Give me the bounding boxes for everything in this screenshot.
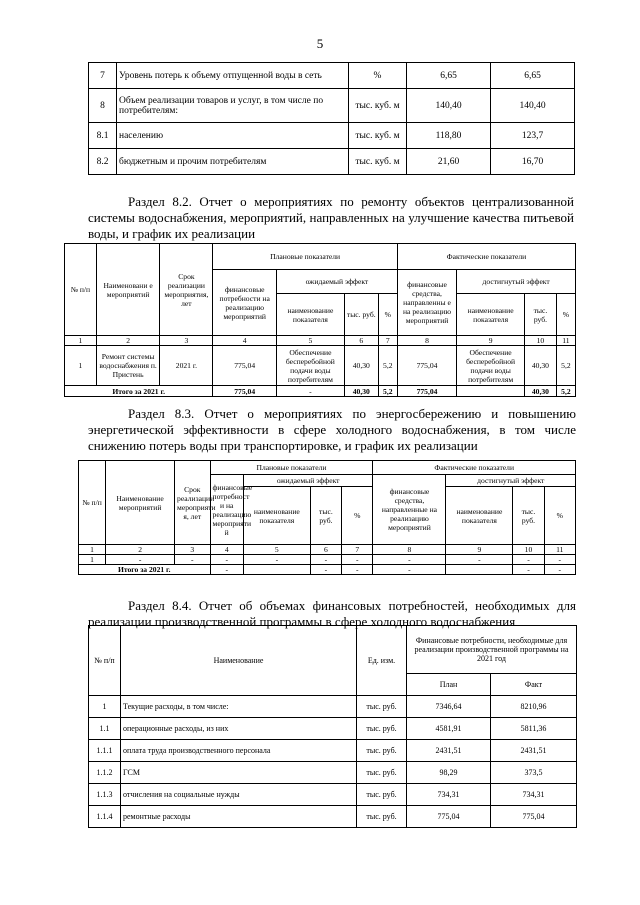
table-row: 7 Уровень потерь к объему отпущенной воды в сеть % 6,65 6,65 bbox=[89, 63, 575, 89]
section-8-2-heading: Раздел 8.2. Отчет о мероприятиях по ремонту объектов централизованной системы водоснабжения, мероприятий, направленных на улучшение качества питьевой воды, и график их реализации bbox=[88, 194, 574, 241]
column-numbers-row: 1 2 3 4 5 6 7 8 9 10 11 bbox=[79, 545, 576, 555]
page-number: 5 bbox=[316, 36, 324, 51]
table-indicators bbox=[88, 62, 575, 175]
table-row: 1.1 операционные расходы, из них тыс. руб. 4581,91 5811,36 bbox=[89, 718, 577, 740]
table-row: 1.1.1 оплата труда производственного персонала тыс. руб. 2431,51 2431,51 bbox=[89, 740, 577, 762]
table-repair-measures: № п/п Наименовани е мероприятий Срок реализации мероприятия, лет Плановые показатели Фактические показатели финансовые потребности на реализацию мероприятий ожидаемый эффект финансовые средства, направленны е на реализацию мероприятий достигнутый эффект наименование показателя тыс. руб. % наименование показателя тыс. руб. % 1 2 3 4 5 6 7 8 9 10 11 1 Ремонт системы водоснабжения п. Пристень 2021 г. 775,04 Обеспечение бесперебойной подачи воды потребителям 40,30 5,2 775,04 Обеспечение бесперебойной подачи воды потребителям 40,30 5,2 Итого за 2021 г. 775,04 - 40,30 5,2 775,04 40,30 5,2 bbox=[64, 243, 576, 397]
table-row: 8.2 бюджетным и прочим потребителям тыс. куб. м 21,60 16,70 bbox=[89, 149, 575, 175]
table-row: 1.1.4 ремонтные расходы тыс. руб. 775,04 775,04 bbox=[89, 806, 577, 828]
table-row: 1 Текущие расходы, в том числе: тыс. руб. 7346,64 8210,96 bbox=[89, 696, 577, 718]
column-numbers-row: 1 2 3 4 5 6 7 8 9 10 11 bbox=[65, 336, 576, 346]
total-row: Итого за 2021 г. 775,04 - 40,30 5,2 775,04 40,30 5,2 bbox=[65, 386, 576, 397]
total-row: Итого за 2021 г. - - - - - - bbox=[79, 565, 576, 575]
table-row: 1.1.2 ГСМ тыс. руб. 98,29 373,5 bbox=[89, 762, 577, 784]
table-row: 8 Объем реализации товаров и услуг, в том числе по потребителям: тыс. куб. м 140,40 140,40 bbox=[89, 89, 575, 123]
table-row: 8.1 населению тыс. куб. м 118,80 123,7 bbox=[89, 123, 575, 149]
table-row: 1 Ремонт системы водоснабжения п. Пристень 2021 г. 775,04 Обеспечение бесперебойной подачи воды потребителям 40,30 5,2 775,04 Обеспечение бесперебойной подачи воды потребителям 40,30 5,2 bbox=[65, 346, 576, 386]
table-row: 1 - - - - - - - - - - bbox=[79, 555, 576, 565]
table-energy-saving: № п/п Наименование мероприятий Срок реализации мероприяти я, лет Плановые показатели Фактические показатели финансовые потребност и на реализацию мероприяти й ожидаемый эффект финансовые средства, направленные на реализацию мероприятий достигнутый эффект наименование показателя тыс. руб. % наименование показателя тыс. руб. % 1 2 3 4 5 6 7 8 9 10 11 1 - - - - - - - - - - Итого за 2021 г. - - - - - - bbox=[78, 460, 576, 575]
table-financial-needs: № п/п Наименование Ед. изм. Финансовые потребности, необходимые для реализации производственной программы на 2021 год План Факт 1 Текущие расходы, в том числе: тыс. руб. 7346,64 8210,96 1.1 операционные расходы, из них тыс. руб. 4581,91 5811,36 1.1.1 оплата труда производственного персонала тыс. руб. 2431,51 2431,51 1.1.2 ГСМ тыс. руб. 98,29 373,5 1.1.3 отчисления на социальные нужды тыс. руб. 734,31 734,31 1.1.4 ремонтные расходы тыс. руб. 775,04 775,04 bbox=[88, 625, 577, 828]
table-row: 1.1.3 отчисления на социальные нужды тыс. руб. 734,31 734,31 bbox=[89, 784, 577, 806]
section-8-4-heading: Раздел 8.4. Отчет об объемах финансовых потребностей, необходимых для реализации производственной программы в сфере холодного водоснабжения bbox=[88, 598, 576, 629]
section-8-3-heading: Раздел 8.3. Отчет о мероприятиях по энергосбережению и повышению энергетической эффективности в сфере холодного водоснабжения, в том числе снижению потерь воды при транспортировке, и график их реализации bbox=[88, 406, 576, 453]
